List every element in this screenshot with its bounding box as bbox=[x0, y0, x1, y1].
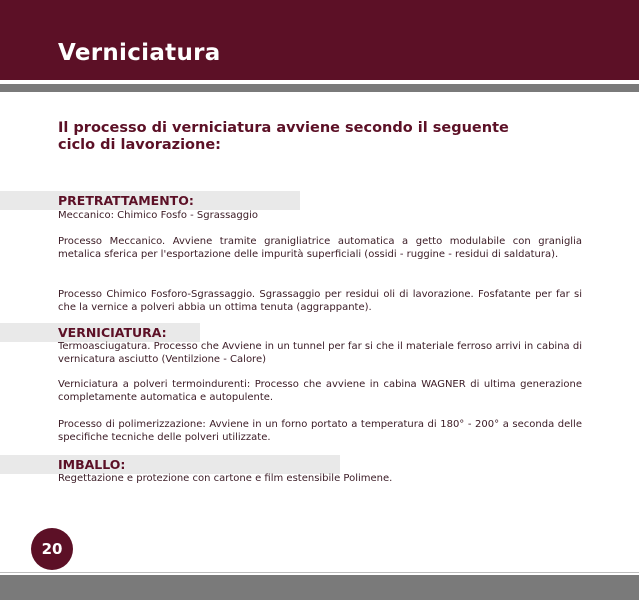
footer-divider bbox=[0, 572, 639, 573]
paragraph-termoasciugatura: Termoasciugatura. Processo che Avviene in un tunnel per far si che il materiale ferroso arrivi in cabina di vernicatura asciutto (Ventilzione - Calore) bbox=[58, 341, 582, 365]
paragraph-imballo: Regettazione e protezione con cartone e film estensibile Polimene. bbox=[58, 473, 393, 484]
page-number-badge: 20 bbox=[31, 528, 73, 570]
section-title-verniciatura: VERNICIATURA: bbox=[58, 325, 167, 340]
paragraph-processo-chimico: Processo Chimico Fosforo-Sgrassaggio. Sgrassaggio per residui oli di lavorazione. Fosfatante per far si che la vernice a polveri abbia un ottima tenuta (aggrappante). bbox=[58, 289, 582, 313]
paragraph-polimerizzazione: Processo di polimerizzazione: Avviene in un forno portato a temperatura di 180° - 200° a seconda delle specifiche tecniche delle polveri utilizzate. bbox=[58, 419, 582, 443]
intro-heading: Il processo di verniciatura avviene secondo il seguente ciclo di lavorazione: bbox=[58, 120, 509, 153]
page-title: Verniciatura bbox=[58, 40, 221, 66]
paragraph-verniciatura-polveri: Verniciatura a polveri termoindurenti: Processo che avviene in cabina WAGNER di ultima generazione completamente automatica e autopulente. bbox=[58, 379, 582, 403]
header-divider bbox=[0, 84, 639, 92]
paragraph-pretrattamento-summary: Meccanico: Chimico Fosfo - Sgrassaggio bbox=[58, 210, 258, 221]
section-title-pretrattamento: PRETRATTAMENTO: bbox=[58, 193, 194, 208]
section-title-imballo: IMBALLO: bbox=[58, 457, 126, 472]
page-header bbox=[0, 0, 639, 80]
page-footer bbox=[0, 575, 639, 600]
paragraph-processo-meccanico: Processo Meccanico. Avviene tramite granigliatrice automatica a getto modulabile con graniglia metalica sferica per l'esportazione delle impurità superficiali (ossidi - ruggine - residui di saldatura). bbox=[58, 236, 582, 260]
